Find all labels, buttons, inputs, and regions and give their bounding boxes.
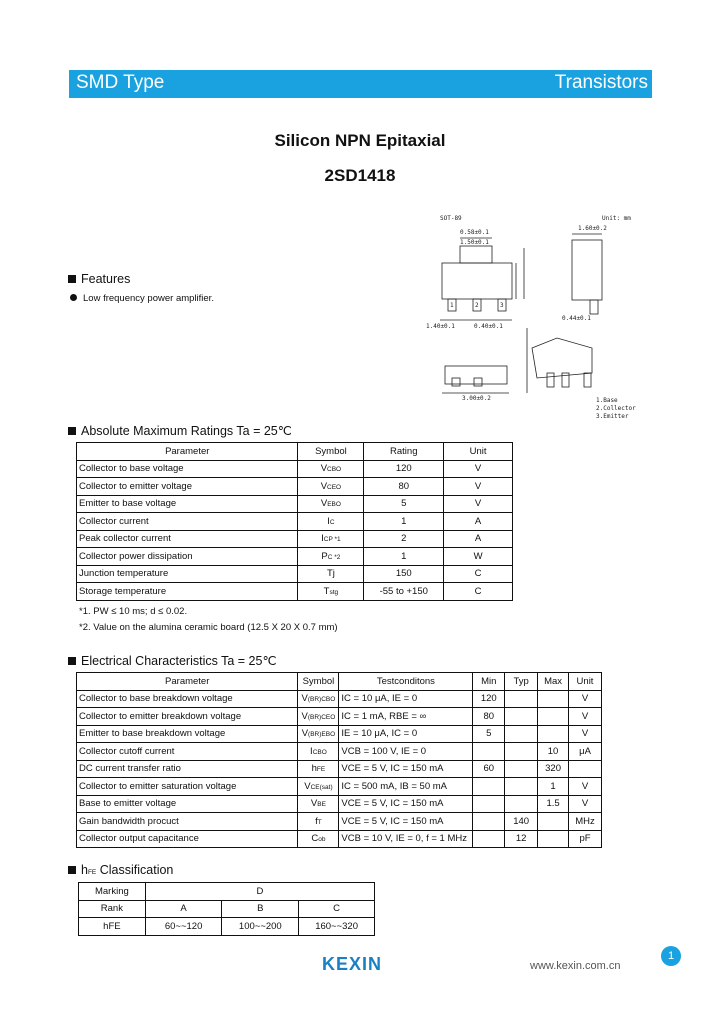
symbol-cell: V(BR)EBO [298, 725, 339, 743]
part-number: 2SD1418 [324, 166, 396, 185]
symbol-cell: V(BR)CBO [298, 690, 339, 708]
rating-cell: 80 [364, 478, 444, 496]
param-cell: Gain bandwidth procuct [77, 813, 298, 831]
symbol-cell: PC *2 [298, 548, 364, 566]
pin-label-1: 1 [450, 302, 454, 309]
min-cell: 120 [473, 690, 505, 708]
table-row [77, 478, 513, 496]
doc-title: Silicon NPN Epitaxial [274, 131, 446, 150]
marking-label: Marking [79, 883, 146, 901]
param-cell: Storage temperature [77, 583, 298, 601]
max-cell [538, 830, 569, 848]
rating-cell: 5 [364, 495, 444, 513]
min-cell: 5 [473, 725, 505, 743]
rating-cell: -55 to +150 [364, 583, 444, 601]
header-right: Transistors [554, 72, 648, 93]
unit-cell: pF [569, 830, 602, 848]
rating-cell: 2 [364, 530, 444, 548]
top-view-body [442, 263, 512, 299]
param-cell: Junction temperature [77, 565, 298, 583]
symbol-cell: VCBO [298, 460, 364, 478]
param-cell: Collector to emitter breakdown voltage [77, 708, 298, 726]
unit-cell: C [444, 565, 513, 583]
abs-note-2: *2. Value on the alumina ceramic board (12.5 X 20 X 0.7 mm) [79, 622, 338, 633]
max-cell: 1.5 [538, 795, 569, 813]
column-header: Rating [364, 443, 444, 461]
unit-cell: A [444, 530, 513, 548]
table-row [77, 813, 602, 831]
symbol-cell: IC [298, 513, 364, 531]
rank-label: Rank [79, 900, 146, 918]
symbol-cell: Tj [298, 565, 364, 583]
column-header: Min [473, 673, 505, 691]
condition-cell: IC = 10 μA, IE = 0 [339, 690, 473, 708]
unit-cell: V [444, 478, 513, 496]
max-cell: 10 [538, 743, 569, 761]
abs-note-1: *1. PW ≤ 10 ms; d ≤ 0.02. [79, 606, 188, 617]
unit-cell: V [444, 495, 513, 513]
pin-legend-3: 3.Emitter [596, 413, 629, 420]
hfe-table [78, 882, 375, 936]
website-link[interactable]: www.kexin.com.cn [530, 960, 621, 972]
bottom-view-body [445, 366, 507, 384]
min-cell [473, 778, 505, 796]
symbol-cell: ICBO [298, 743, 339, 761]
typ-cell [505, 760, 538, 778]
param-cell: Collector to base breakdown voltage [77, 690, 298, 708]
abs-max-table [76, 442, 513, 601]
package-drawing [412, 208, 652, 428]
unit-cell: MHz [569, 813, 602, 831]
pin-legend-1: 1.Base [596, 397, 618, 404]
condition-cell: VCE = 5 V, IC = 150 mA [339, 795, 473, 813]
dim-3: 1.60±0.2 [578, 225, 607, 232]
unit-cell: V [569, 778, 602, 796]
symbol-cell: ICP *1 [298, 530, 364, 548]
square-bullet-icon [68, 275, 76, 283]
typ-cell [505, 690, 538, 708]
param-cell: Emitter to base breakdown voltage [77, 725, 298, 743]
rating-cell: 1 [364, 548, 444, 566]
unit-cell: μA [569, 743, 602, 761]
pin-label-2: 2 [475, 302, 479, 309]
hfe-range-b: 100~~200 [222, 918, 299, 936]
table-header-row [77, 443, 513, 461]
table-row [77, 495, 513, 513]
typ-cell [505, 725, 538, 743]
max-cell [538, 690, 569, 708]
pin-legend-2: 2.Collector [596, 405, 636, 412]
param-cell: DC current transfer ratio [77, 760, 298, 778]
unit-cell: V [569, 795, 602, 813]
header-left: SMD Type [76, 72, 165, 93]
table-row [77, 725, 602, 743]
square-bullet-icon [68, 657, 76, 665]
min-cell: 60 [473, 760, 505, 778]
header-bar [69, 70, 652, 98]
max-cell: 1 [538, 778, 569, 796]
table-row [77, 743, 602, 761]
param-cell: Base to emitter voltage [77, 795, 298, 813]
side-view-body [572, 240, 602, 300]
rank-a: A [145, 900, 222, 918]
param-cell: Collector to emitter saturation voltage [77, 778, 298, 796]
unit-cell: V [569, 708, 602, 726]
square-bullet-icon [68, 427, 76, 435]
min-cell [473, 830, 505, 848]
abs-max-heading: Absolute Maximum Ratings Ta = 25℃ [68, 423, 292, 438]
page-number: 1 [661, 946, 681, 966]
unit-cell: V [569, 690, 602, 708]
column-header: Parameter [77, 673, 298, 691]
typ-cell: 140 [505, 813, 538, 831]
column-header: Testconditons [339, 673, 473, 691]
condition-cell: VCE = 5 V, IC = 150 mA [339, 813, 473, 831]
pkg-unit: Unit: mm [602, 215, 631, 222]
param-cell: Collector to base voltage [77, 460, 298, 478]
table-row [77, 460, 513, 478]
rating-cell: 120 [364, 460, 444, 478]
unit-cell [569, 760, 602, 778]
unit-cell: V [569, 725, 602, 743]
table-header-row [77, 673, 602, 691]
dim-7: 3.00±0.2 [462, 395, 491, 402]
param-cell: Peak collector current [77, 530, 298, 548]
rating-cell: 1 [364, 513, 444, 531]
table-row [77, 830, 602, 848]
dim-5: 0.40±0.1 [474, 323, 503, 330]
unit-cell: V [444, 460, 513, 478]
table-row [77, 795, 602, 813]
pkg-name: SOT-89 [440, 215, 462, 222]
typ-cell [505, 778, 538, 796]
rating-cell: 150 [364, 565, 444, 583]
elec-table [76, 672, 602, 848]
table-row [77, 708, 602, 726]
unit-cell: A [444, 513, 513, 531]
table-row [77, 778, 602, 796]
condition-cell: VCE = 5 V, IC = 150 mA [339, 760, 473, 778]
package-outline-svg [412, 208, 652, 428]
typ-cell: 12 [505, 830, 538, 848]
rank-c: C [299, 900, 375, 918]
max-cell [538, 725, 569, 743]
symbol-cell: Tstg [298, 583, 364, 601]
table-row [77, 565, 513, 583]
elec-heading: Electrical Characteristics Ta = 25℃ [68, 653, 276, 668]
typ-cell [505, 743, 538, 761]
min-cell: 80 [473, 708, 505, 726]
param-cell: Collector current [77, 513, 298, 531]
perspective-body [532, 338, 592, 378]
hfe-range-c: 160~~320 [299, 918, 375, 936]
condition-cell: IE = 10 μA, IC = 0 [339, 725, 473, 743]
square-bullet-icon [68, 866, 76, 874]
unit-cell: C [444, 583, 513, 601]
max-cell [538, 708, 569, 726]
symbol-cell: VCE(sat) [298, 778, 339, 796]
condition-cell: IC = 500 mA, IB = 50 mA [339, 778, 473, 796]
hfe-range-a: 60~~120 [145, 918, 222, 936]
column-header: Parameter [77, 443, 298, 461]
typ-cell [505, 708, 538, 726]
top-view-tab [460, 246, 492, 263]
min-cell [473, 795, 505, 813]
symbol-cell: VEBO [298, 495, 364, 513]
unit-cell: W [444, 548, 513, 566]
symbol-cell: Cob [298, 830, 339, 848]
hfe-heading: hFE Classification [68, 863, 173, 877]
condition-cell: VCB = 100 V, IE = 0 [339, 743, 473, 761]
bullet-icon [70, 294, 77, 301]
condition-cell: VCB = 10 V, IE = 0, f = 1 MHz [339, 830, 473, 848]
column-header: Typ [505, 673, 538, 691]
max-cell: 320 [538, 760, 569, 778]
dim-1: 0.58±0.1 [460, 229, 489, 236]
feature-item: Low frequency power amplifier. [70, 293, 214, 304]
typ-cell [505, 795, 538, 813]
column-header: Unit [569, 673, 602, 691]
table-row [77, 513, 513, 531]
side-view-lead [590, 300, 598, 314]
marking-value: D [145, 883, 374, 901]
dim-2: 1.50±0.1 [460, 239, 489, 246]
column-header: Max [538, 673, 569, 691]
param-cell: Collector power dissipation [77, 548, 298, 566]
column-header: Symbol [298, 443, 364, 461]
kexin-logo: KEXIN [322, 954, 383, 974]
condition-cell: IC = 1 mA, RBE = ∞ [339, 708, 473, 726]
rank-b: B [222, 900, 299, 918]
param-cell: Collector to emitter voltage [77, 478, 298, 496]
param-cell: Emitter to base voltage [77, 495, 298, 513]
dim-4: 1.40±0.1 [426, 323, 455, 330]
table-row [77, 583, 513, 601]
min-cell [473, 743, 505, 761]
table-row [77, 690, 602, 708]
table-row [77, 530, 513, 548]
column-header: Unit [444, 443, 513, 461]
symbol-cell: fT [298, 813, 339, 831]
symbol-cell: hFE [298, 760, 339, 778]
dim-6: 0.44±0.1 [562, 315, 591, 322]
hfe-label: hFE [79, 918, 146, 936]
pin-label-3: 3 [500, 302, 504, 309]
min-cell [473, 813, 505, 831]
features-heading: Features [68, 272, 130, 286]
symbol-cell: VBE [298, 795, 339, 813]
param-cell: Collector cutoff current [77, 743, 298, 761]
param-cell: Collector output capacitance [77, 830, 298, 848]
table-row [77, 760, 602, 778]
column-header: Symbol [298, 673, 339, 691]
table-row [77, 548, 513, 566]
max-cell [538, 813, 569, 831]
symbol-cell: VCEO [298, 478, 364, 496]
symbol-cell: V(BR)CEO [298, 708, 339, 726]
